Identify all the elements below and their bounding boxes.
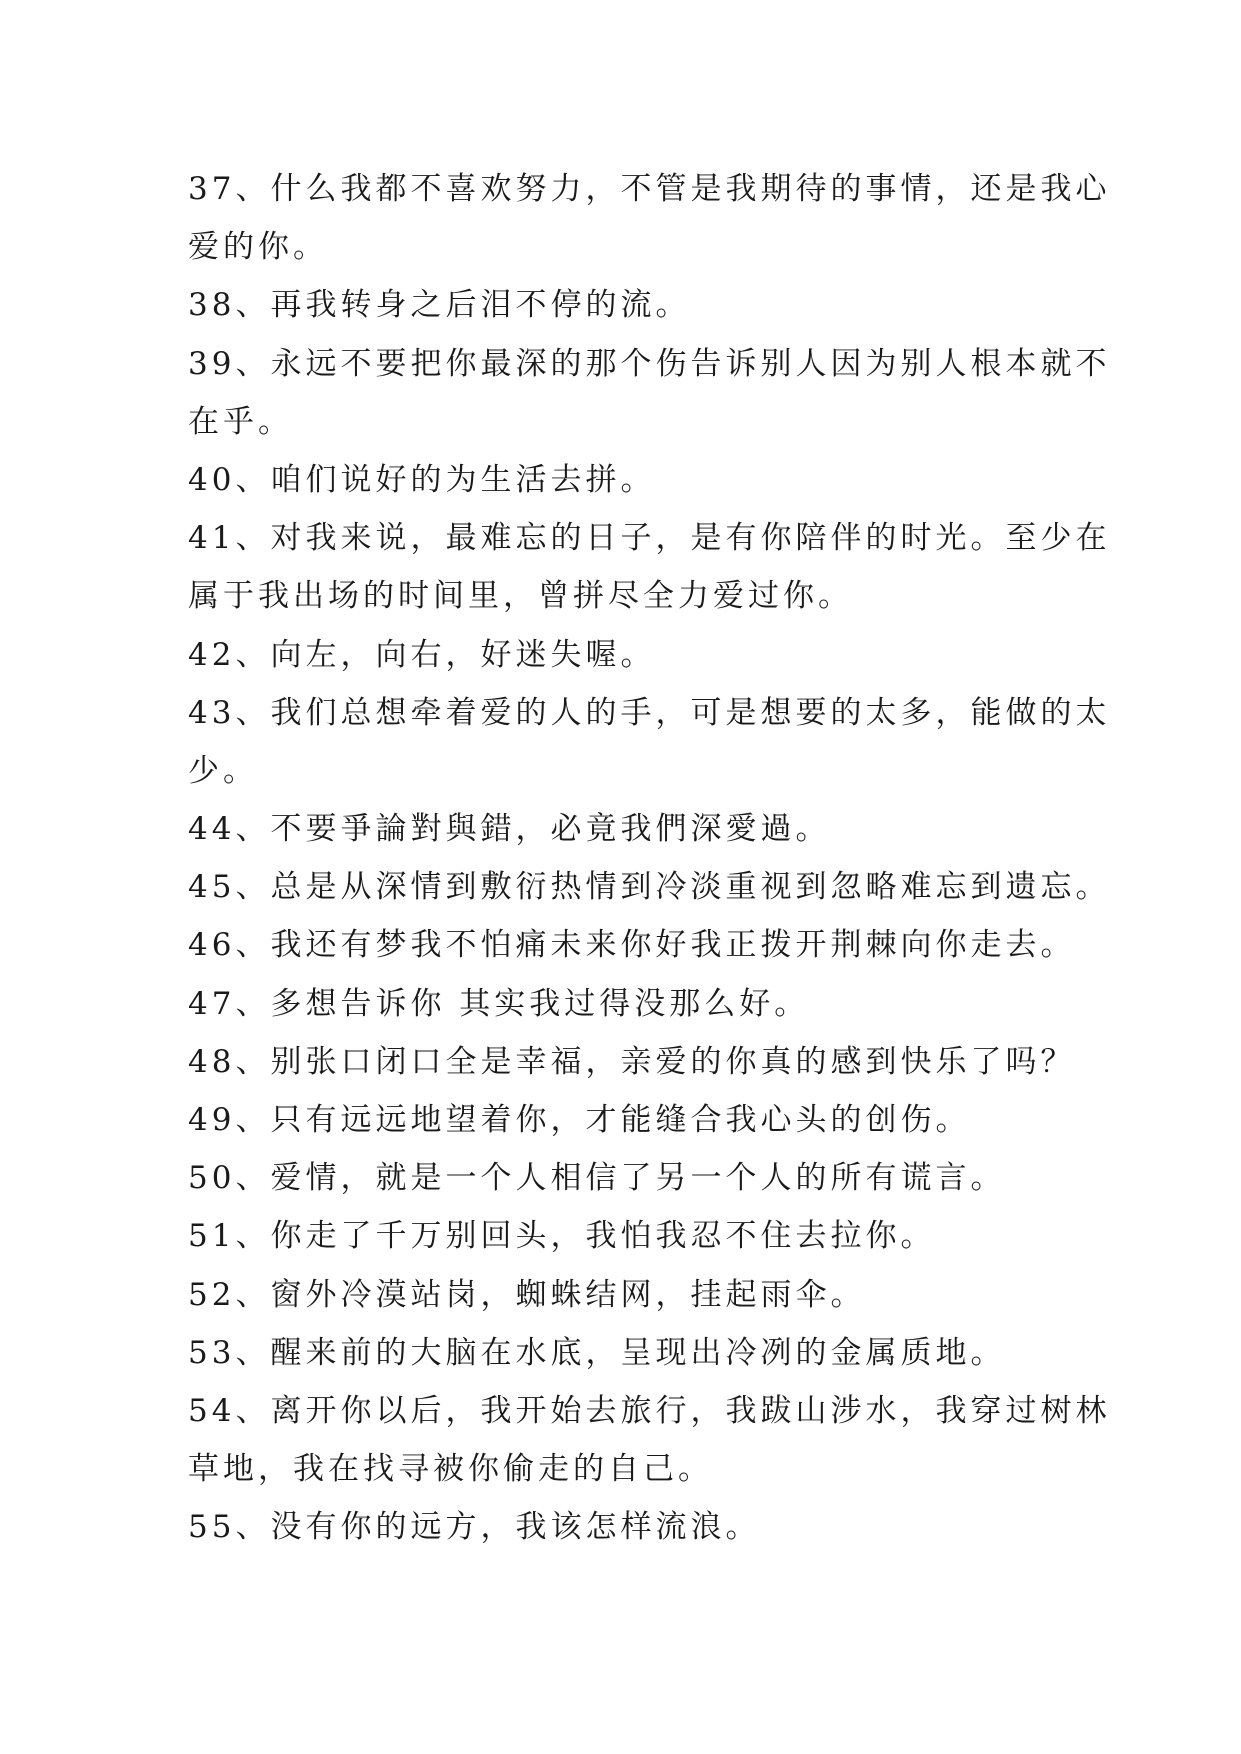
text-line: 53、醒来前的大脑在水底，呈现出冷冽的金属质地。 (188, 1334, 1006, 1371)
text-line: 43、我们总想牵着爱的人的手，可是想要的太多，能做的太 (188, 694, 1111, 731)
text-line: 41、对我来说，最难忘的日子，是有你陪伴的时光。至少在 (188, 520, 1111, 557)
text-line: 爱的你。 (188, 229, 328, 266)
text-line: 54、离开你以后，我开始去旅行，我跋山涉水，我穿过树林 (188, 1392, 1111, 1429)
text-line: 42、向左，向右，好迷失喔。 (188, 636, 656, 673)
text-line: 在乎。 (188, 403, 293, 440)
text-line: 44、不要爭論對與錯，必竟我們深愛過。 (188, 811, 831, 848)
text-line: 草地，我在找寻被你偷走的自己。 (188, 1451, 713, 1488)
document-body (188, 160, 1111, 1557)
text-line: 45、总是从深情到敷衍热情到冷淡重视到忽略难忘到遗忘。 (188, 869, 1111, 906)
text-line: 属于我出场的时间里，曾拼尽全力爱过你。 (188, 578, 853, 615)
text-line: 39、永远不要把你最深的那个伤告诉别人因为别人根本就不 (188, 345, 1111, 382)
text-line: 38、再我转身之后泪不停的流。 (188, 287, 691, 324)
text-line: 52、窗外冷漠站岗，蜘蛛结网，挂起雨伞。 (188, 1276, 866, 1313)
text-line: 51、你走了千万别回头，我怕我忍不住去拉你。 (188, 1218, 936, 1255)
text-line: 48、别张口闭口全是幸福，亲爱的你真的感到快乐了吗？ (188, 1043, 1076, 1080)
text-line: 55、没有你的远方，我该怎样流浪。 (188, 1509, 761, 1546)
text-line: 少。 (188, 752, 258, 789)
text-line: 49、只有远远地望着你，才能缝合我心头的创伤。 (188, 1102, 971, 1138)
text-line: 37、什么我都不喜欢努力，不管是我期待的事情，还是我心 (188, 171, 1111, 207)
text-line: 46、我还有梦我不怕痛未来你好我正拨开荆棘向你走去。 (188, 927, 1076, 964)
text-line: 40、咱们说好的为生活去拼。 (188, 461, 656, 498)
text-line: 47、多想告诉你 其实我过得没那么好。 (188, 985, 810, 1022)
text-line: 50、爱情，就是一个人相信了另一个人的所有谎言。 (188, 1160, 1006, 1197)
